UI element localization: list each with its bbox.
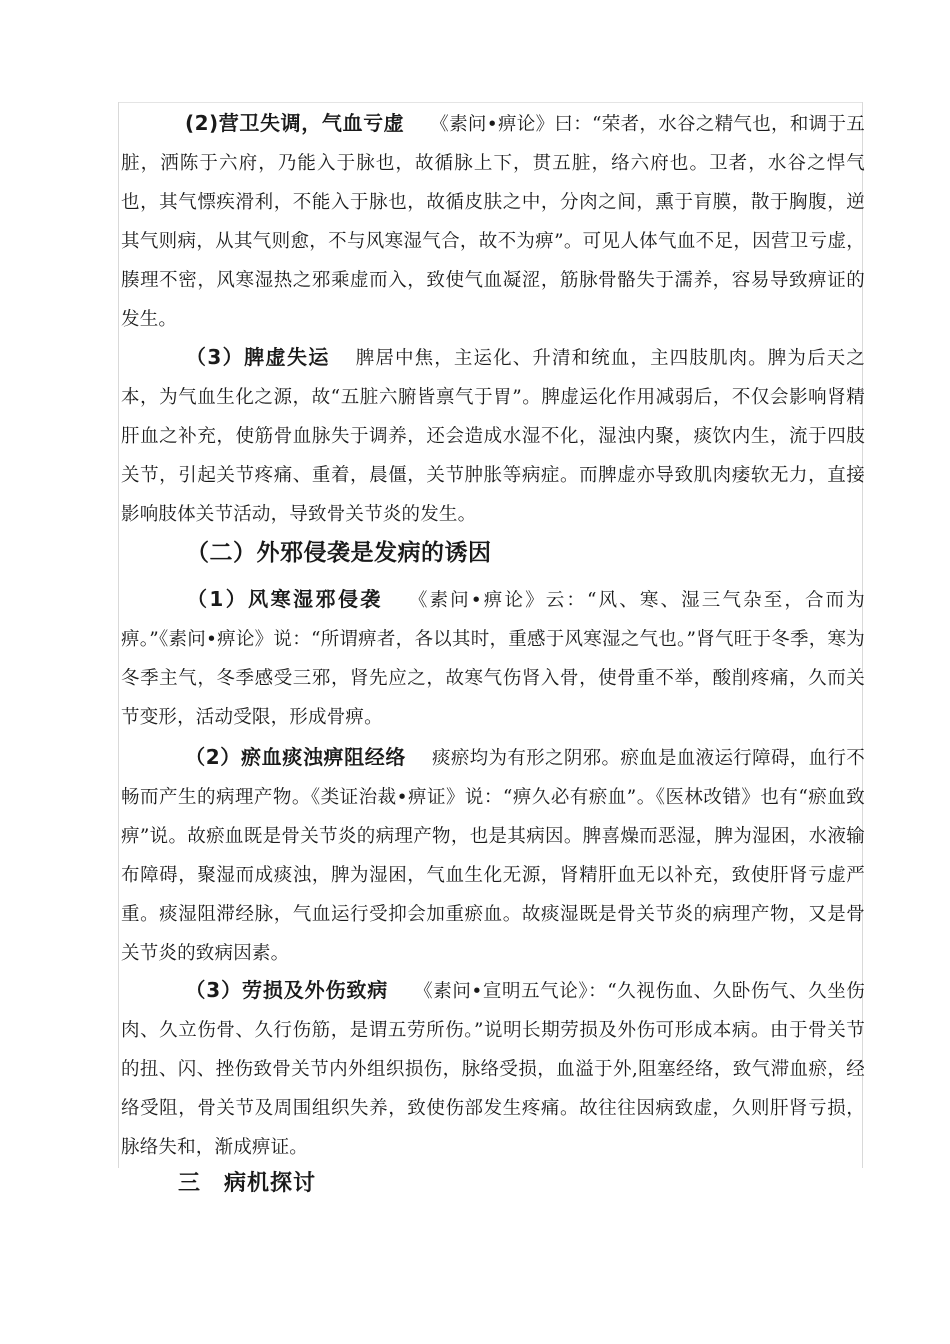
paragraph-ying-wei [121,104,865,339]
subheading-pi-xu: （3）脾虚失运 [185,345,330,369]
section-heading-wai-xie: （二）外邪侵袭是发病的诱因 [186,540,492,566]
frame-left-border [118,102,119,1168]
paragraph-text: 脾居中焦，主运化、升清和统血，主四肢肌肉。脾为后天之本，为气血生化之源，故“五脏六腑皆禀气于胃”。脾虚运化作用减弱后，不仅会影响肾精肝血之补充，使筋骨血脉失于调养，还会造成水湿不化，湿浊内聚，痰饮内生，流于四肢关节，引起关节疼痛、重着，晨僵，关节肿胀等病症。而脾虚亦导致肌肉痿软无力，直接影响肢体关节活动，导致骨关节炎的发生。 [121,348,865,525]
subheading-yu-xue: （2）瘀血痰浊痹阻经络 [185,745,406,769]
paragraph-text: 《素问•痹论》曰：“荣者，水谷之精气也，和调于五脏，洒陈于六府，乃能入于脉也，故循脉上下，贯五脏，络六府也。卫者，水谷之悍气也，其气慓疾滑利，不能入于脉也，故循皮肤之中，分肉之间，熏于肓膜，散于胸腹，逆其气则病，从其气则愈，不与风寒湿气合，故不为痹”。可见人体气血不足，因营卫亏虚，腠理不密，风寒湿热之邪乘虚而入，致使气血凝涩，筋脉骨骼失于濡养，容易导致痹证的发生。 [121,114,865,330]
paragraph-lao-sun [121,971,865,1167]
paragraph-text: 《素问•痹论》云：“风、寒、湿三气杂至，合而为痹。”《素问•痹论》说：“所谓痹者，各以其时，重感于风寒湿之气也。”肾气旺于冬季，寒为冬季主气，冬季感受三邪，肾先应之，故寒气伤肾入骨，使骨重不举，酸削疼痛，久而关节变形，活动受限，形成骨痹。 [121,590,865,728]
subheading-lao-sun: （3）劳损及外伤致病 [185,978,389,1002]
section-title-bing-ji: 三 病机探讨 [178,1171,317,1196]
paragraph-text: 《素问•宣明五气论》：“久视伤血、久卧伤气、久坐伤肉、久立伤骨、久行伤筋，是谓五劳所伤。”说明长期劳损及外伤可形成本病。由于骨关节的扭、闪、挫伤致骨关节内外组织损伤，脉络受损，血溢于外,阻塞经络，致气滞血瘀，经络受阻，骨关节及周围组织失养，致使伤部发生疼痛。故往往因病致虚，久则肝肾亏损，脉络失和，渐成痹证。 [121,981,866,1158]
paragraph-yu-xue [121,738,865,973]
paragraph-feng-han-shi [121,580,865,737]
subheading-ying-wei: (2)营卫失调，气血亏虚 [185,111,405,135]
paragraph-pi-xu [121,338,865,534]
subheading-feng-han-shi: （1）风寒湿邪侵袭 [185,587,383,611]
paragraph-text: 痰瘀均为有形之阴邪。瘀血是血液运行障碍，血行不畅而产生的病理产物。《类证治裁•痹证》说：“痹久必有瘀血”。《医林改错》也有“瘀血致痹”说。故瘀血既是骨关节炎的病理产物，也是其病因。脾喜燥而恶湿，脾为湿困，水液输布障碍，聚湿而成痰浊，脾为湿困，气血生化无源，肾精肝血无以补充，致使肝肾亏虚严重。痰湿阻滞经脉，气血运行受抑会加重瘀血。故痰湿既是骨关节炎的病理产物，又是骨关节炎的致病因素。 [121,748,865,964]
frame-top-border [118,102,862,103]
